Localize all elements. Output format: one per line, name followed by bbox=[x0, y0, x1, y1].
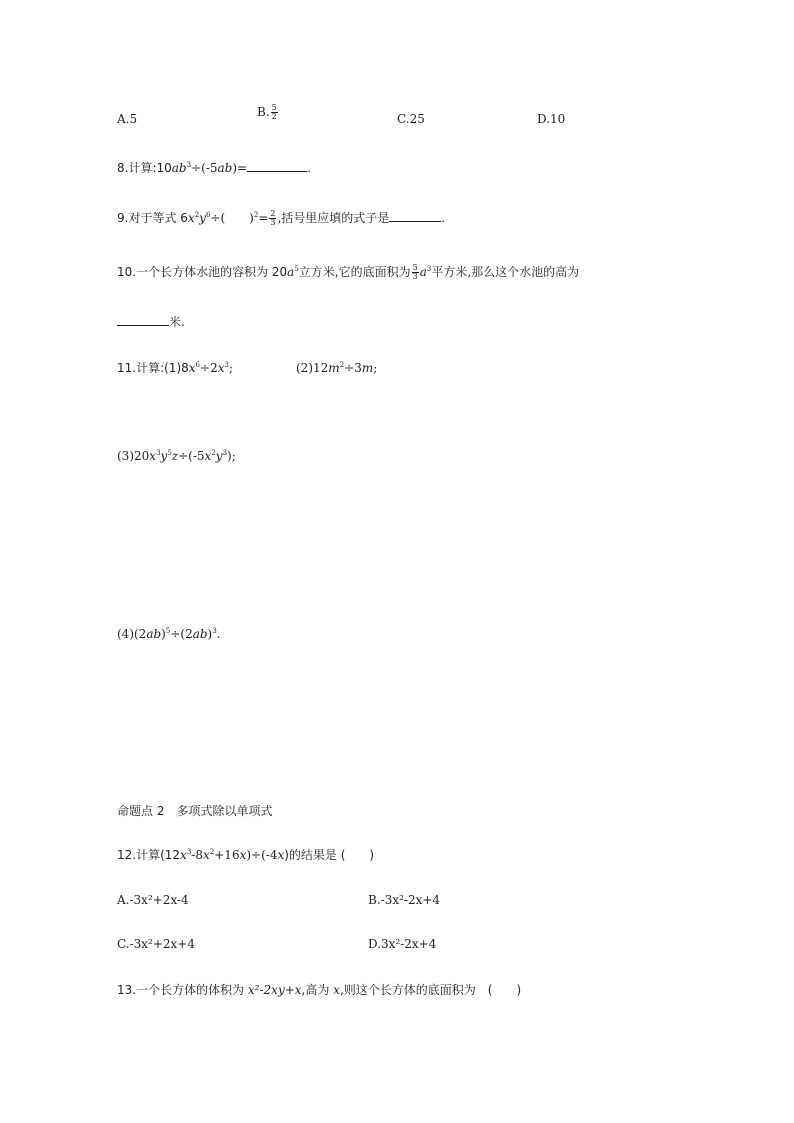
var-x: x bbox=[204, 449, 212, 463]
question-10-line-2 bbox=[117, 314, 185, 330]
exponent: 3 bbox=[426, 265, 432, 273]
question-11-part-3 bbox=[117, 448, 236, 464]
fraction-numerator: 2 bbox=[270, 209, 276, 218]
exponent: 2 bbox=[194, 211, 200, 219]
period: . bbox=[307, 161, 311, 175]
var-x: x bbox=[187, 211, 195, 225]
var-x: x bbox=[277, 848, 285, 862]
var-a: a bbox=[287, 265, 295, 279]
fraction-numerator: 5 bbox=[271, 103, 277, 112]
var-x: x bbox=[217, 361, 225, 375]
question-8 bbox=[117, 160, 311, 176]
q7-option-c: C.25 bbox=[397, 112, 425, 126]
q9-parenthesis: ÷( ) bbox=[210, 211, 254, 225]
q12-option-a: A.-3x²+2x-4 bbox=[117, 893, 189, 907]
divide: )÷(-4 bbox=[246, 848, 278, 862]
q11-part3-label: (3)20 bbox=[117, 449, 150, 463]
exponent: 3 bbox=[224, 361, 229, 369]
var-y: y bbox=[215, 449, 223, 463]
divide: ÷(2 bbox=[170, 627, 193, 641]
answer-blank[interactable] bbox=[389, 210, 441, 222]
exponent: 5 bbox=[165, 627, 171, 635]
var-z: z bbox=[171, 449, 179, 463]
var-x: x bbox=[149, 449, 157, 463]
var-a: a bbox=[419, 265, 427, 279]
divide: ÷(-5 bbox=[178, 449, 205, 463]
q8-divide: ÷(-5 bbox=[191, 161, 218, 175]
q12-text: 12.计算(12 bbox=[117, 848, 181, 862]
close-paren: ) bbox=[207, 627, 213, 641]
exponent: 5 bbox=[167, 449, 172, 457]
q8-text: 8.计算:10 bbox=[117, 161, 172, 175]
q10-text: 10.一个长方体水池的容积为 20 bbox=[117, 265, 288, 279]
var-x: x bbox=[333, 983, 340, 997]
q12-option-c: C.-3x²+2x+4 bbox=[117, 937, 195, 951]
exponent: 5 bbox=[294, 265, 299, 273]
close-paren: ); bbox=[227, 449, 236, 463]
question-12 bbox=[117, 847, 374, 863]
q13-text: 13.一个长方体的体积为 bbox=[117, 983, 248, 997]
exponent: 3 bbox=[186, 161, 192, 169]
exponent: 3 bbox=[212, 627, 217, 635]
exponent: 2 bbox=[339, 361, 345, 369]
q9-fraction bbox=[269, 210, 276, 227]
question-11-part-2 bbox=[296, 360, 377, 376]
q8-equals: )= bbox=[232, 161, 248, 175]
q7-option-b-label: B. bbox=[257, 105, 270, 119]
q9-text-end: ,括号里应填的式子是 bbox=[277, 211, 390, 225]
question-10 bbox=[117, 264, 579, 281]
term: -8 bbox=[191, 848, 203, 862]
exponent: 3 bbox=[156, 449, 161, 457]
q13-expression: x²-2xy+x bbox=[247, 983, 302, 997]
question-11-part-4 bbox=[117, 626, 221, 642]
answer-blank[interactable] bbox=[247, 160, 307, 172]
var-x: x bbox=[188, 361, 196, 375]
var-y: y bbox=[160, 449, 168, 463]
q10-fraction bbox=[412, 264, 419, 281]
fraction-denominator: 3 bbox=[412, 272, 418, 281]
q12-option-b: B.-3x²-2x+4 bbox=[368, 893, 441, 907]
q11-text: 11.计算:(1)8 bbox=[117, 361, 189, 375]
var-m: m bbox=[328, 361, 340, 375]
close-paren: ) bbox=[161, 627, 166, 641]
section-heading: 命题点 2 多项式除以单项式 bbox=[117, 804, 273, 818]
exponent: 6 bbox=[205, 211, 211, 219]
fraction-numerator: 5 bbox=[412, 263, 418, 272]
var-m: m bbox=[361, 361, 374, 375]
var-x: x bbox=[180, 848, 187, 862]
exponent: 3 bbox=[186, 848, 192, 856]
var-ab: ab bbox=[171, 161, 187, 175]
q7-option-b-fraction bbox=[271, 104, 278, 121]
var-y: y bbox=[199, 211, 206, 225]
var-x: x bbox=[203, 848, 210, 862]
exponent: 3 bbox=[222, 449, 228, 457]
q10-text-mid: 立方米,它的底面积为 bbox=[298, 265, 411, 279]
fraction-denominator: 2 bbox=[271, 112, 277, 121]
var-ab: ab bbox=[192, 627, 208, 641]
period: . bbox=[441, 211, 446, 225]
question-9 bbox=[117, 210, 445, 227]
q10-unit: 米. bbox=[169, 315, 185, 329]
q11-part4-label: (4)(2 bbox=[117, 627, 147, 641]
q13-text-mid: ,高为 bbox=[301, 983, 334, 997]
exponent: 2 bbox=[253, 211, 259, 219]
exponent: 2 bbox=[211, 449, 216, 457]
semicolon: ; bbox=[228, 361, 234, 375]
divide: ÷2 bbox=[200, 361, 218, 375]
q12-option-d: D.3x²-2x+4 bbox=[368, 937, 437, 951]
q7-option-d: D.10 bbox=[537, 112, 566, 126]
answer-blank[interactable] bbox=[117, 314, 169, 326]
term: +16 bbox=[214, 848, 240, 862]
var-x: x bbox=[239, 848, 247, 862]
q11-part2-label: (2)12 bbox=[296, 361, 329, 375]
exponent: 6 bbox=[195, 361, 201, 369]
semicolon: ; bbox=[373, 361, 378, 375]
question-13 bbox=[117, 982, 521, 998]
period: . bbox=[216, 627, 221, 641]
q12-text-end: )的结果是 ( ) bbox=[284, 848, 375, 862]
fraction-denominator: 3 bbox=[270, 218, 276, 227]
equals: = bbox=[258, 211, 269, 225]
question-11 bbox=[117, 360, 233, 376]
divide: ÷3 bbox=[344, 361, 362, 375]
q7-option-a: A.5 bbox=[117, 112, 138, 126]
q7-option-b bbox=[257, 104, 279, 121]
var-ab: ab bbox=[217, 161, 233, 175]
q13-text-end: ,则这个长方体的底面积为 ( ) bbox=[339, 983, 522, 997]
exponent: 2 bbox=[209, 848, 215, 856]
var-ab: ab bbox=[146, 627, 162, 641]
q9-text: 9.对于等式 6 bbox=[117, 211, 188, 225]
q10-text-end: 平方米,那么这个水池的高为 bbox=[431, 265, 580, 279]
